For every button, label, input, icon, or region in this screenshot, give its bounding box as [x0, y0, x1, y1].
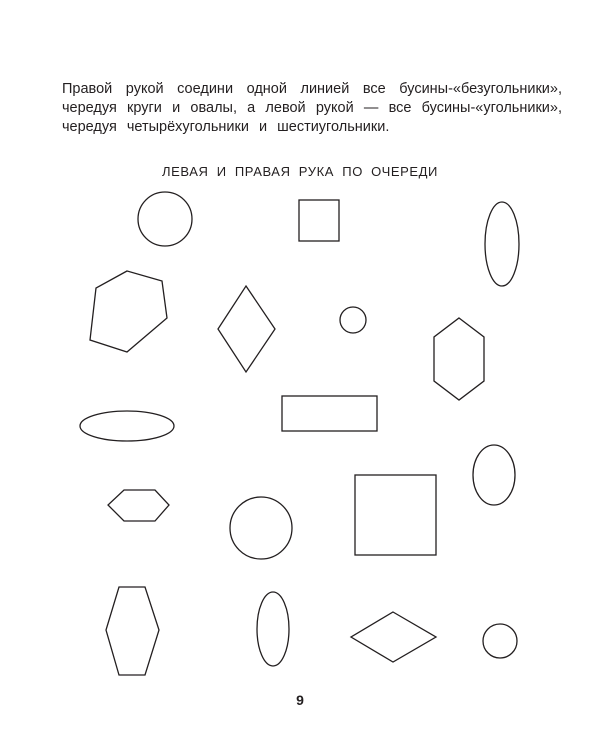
bead-horizontal-oval-1[interactable] [80, 411, 174, 441]
instruction-line-3: чередуя четырёхугольники и шестиугольники. [62, 119, 390, 135]
bead-flat-hexagon-1[interactable] [108, 490, 169, 521]
page-number: 9 [296, 692, 304, 708]
bead-circle-1[interactable] [138, 192, 192, 246]
bead-horizontal-rhombus-1[interactable] [351, 612, 436, 662]
bead-hexagon-1[interactable] [90, 271, 167, 352]
bead-rhombus-1[interactable] [218, 286, 275, 372]
bead-elongated-hexagon-1[interactable] [106, 587, 159, 675]
bead-large-square-1[interactable] [355, 475, 436, 555]
bead-vertical-oval-1[interactable] [485, 202, 519, 286]
bead-small-circle-1[interactable] [340, 307, 366, 333]
bead-small-circle-2[interactable] [483, 624, 517, 658]
instruction-line-1: Правой рукой соедини одной линией все бусины-«безугольники», [62, 81, 562, 97]
bead-vertical-oval-3[interactable] [257, 592, 289, 666]
bead-square-1[interactable] [299, 200, 339, 241]
bead-tall-hexagon-1[interactable] [434, 318, 484, 400]
exercise-title: ЛЕВАЯ И ПРАВАЯ РУКА ПО ОЧЕРЕДИ [161, 164, 438, 179]
bead-vertical-oval-2[interactable] [473, 445, 515, 505]
instruction-line-2: чередуя круги и овалы, а левой рукой — все бусины-«угольники», [62, 100, 562, 116]
bead-rectangle-1[interactable] [282, 396, 377, 431]
bead-circle-2[interactable] [230, 497, 292, 559]
